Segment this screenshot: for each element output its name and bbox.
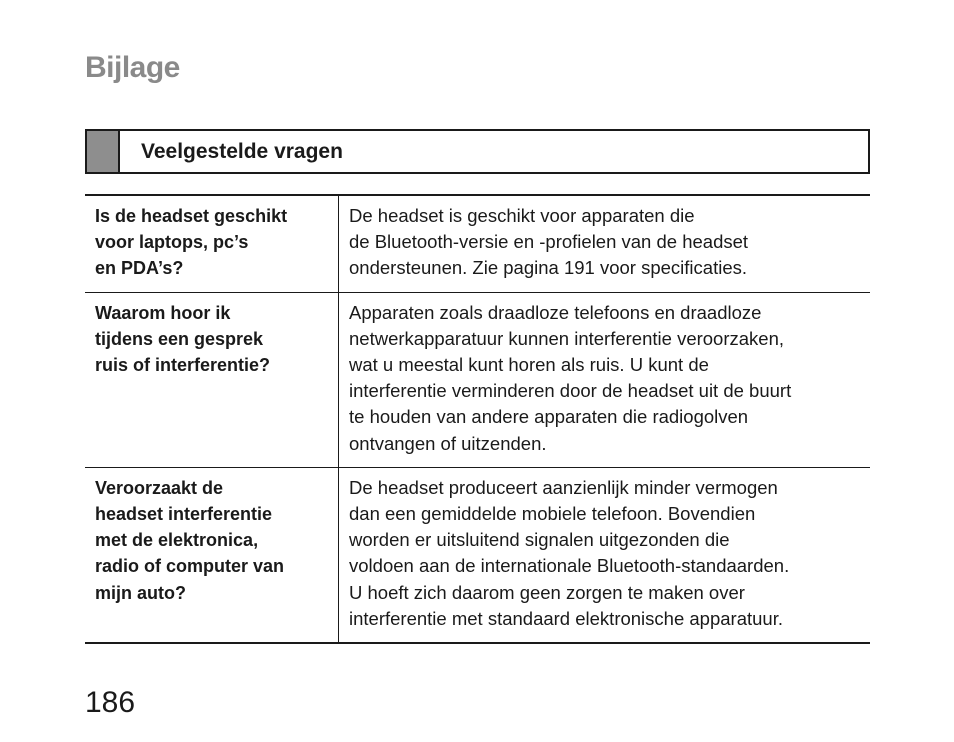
page-title: Bijlage: [85, 51, 180, 84]
faq-row: [85, 195, 870, 292]
answer-line: U hoeft zich daarom geen zorgen te maken over: [349, 581, 745, 603]
answer-line: De headset is geschikt voor apparaten die: [349, 205, 695, 226]
answer-line: worden er uitsluitend signalen uitgezonden die: [349, 529, 730, 551]
faq-table: [85, 194, 870, 644]
faq-answer: [339, 292, 871, 467]
answer-line: ontvangen of uitzenden.: [349, 432, 547, 454]
question-line: Veroorzaakt de: [95, 477, 224, 498]
section-marker: [87, 131, 120, 172]
faq-row: [85, 467, 870, 643]
question-line: mijn auto?: [95, 582, 186, 603]
answer-line: interferentie met standaard elektronische apparatuur.: [349, 607, 783, 629]
faq-question: [85, 292, 339, 467]
section-header: [85, 129, 870, 174]
answer-line: te houden van andere apparaten die radiogolven: [349, 406, 749, 428]
question-line: ruis of interferentie?: [95, 355, 271, 376]
answer-line: interferentie verminderen door de headset uit de buurt: [349, 380, 792, 402]
answer-line: De headset produceert aanzienlijk minder vermogen: [349, 476, 778, 498]
faq-answer: [339, 467, 871, 643]
question-line: met de elektronica,: [95, 530, 259, 551]
question-line: radio of computer van: [95, 556, 285, 577]
section-title: Veelgestelde vragen: [141, 139, 343, 163]
question-line: Is de headset geschikt: [95, 206, 288, 226]
answer-line: Apparaten zoals draadloze telefoons en draadloze: [349, 301, 762, 323]
faq-question: [85, 195, 339, 292]
faq-question: [85, 467, 339, 643]
question-line: Waarom hoor ik: [95, 302, 231, 323]
page-number: 186: [85, 686, 136, 719]
answer-line: wat u meestal kunt horen als ruis. U kunt de: [349, 354, 709, 376]
answer-line: de Bluetooth-versie en -profielen van de headset: [349, 231, 749, 253]
faq-row: [85, 292, 870, 467]
answer-line: ondersteunen. Zie pagina 191 voor specificaties.: [349, 257, 748, 279]
answer-line: netwerkapparatuur kunnen interferentie veroorzaken,: [349, 327, 785, 349]
answer-line: dan een gemiddelde mobiele telefoon. Bovendien: [349, 503, 756, 525]
question-line: voor laptops, pc’s: [95, 232, 249, 253]
question-line: headset interferentie: [95, 504, 273, 525]
faq-answer: [339, 195, 871, 292]
answer-line: voldoen aan de internationale Bluetooth-standaarden.: [349, 555, 790, 577]
question-line: en PDA’s?: [95, 258, 184, 279]
question-line: tijdens een gesprek: [95, 328, 264, 349]
